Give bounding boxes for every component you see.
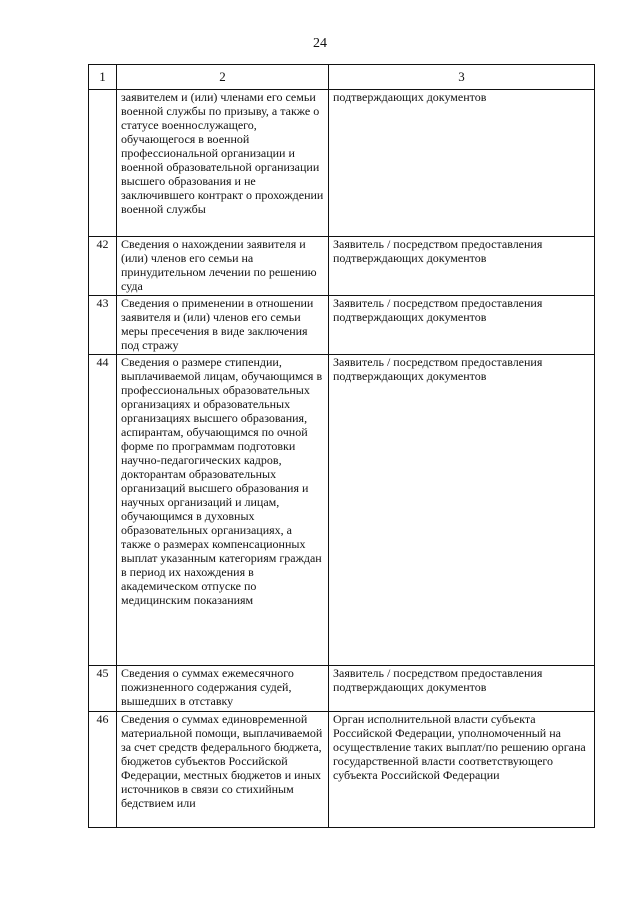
table-row: [89, 355, 595, 666]
row-description: Сведения о размере стипендии, выплачиваемой лицам, обучающимся в профессиональных образовательных организациях и образовательных организациях высшего образования, аспирантам, обучающимся по очной форме по программам подготовки научно-педагогических кадров, докторантам образовательных организаций высшего образования и научных организаций и лицам, обучающимся в духовных образовательных организациях, а также о размерах компенсационных выплат указанным категориям граждан в период их нахождения в академическом отпуске по медицинским показаниям: [117, 355, 329, 666]
row-number: 46: [89, 712, 117, 828]
table-row: [89, 237, 595, 296]
header-col-2: 2: [117, 65, 329, 90]
row-description: заявителем и (или) членами его семьи военной службы по призыву, а также о статусе военнослужащего, обучающегося в военной профессиональной организации и военной образовательной организации высшего образования и не заключившего контракт о прохождении военной службы: [117, 90, 329, 237]
row-source: Заявитель / посредством предоставления подтверждающих документов: [329, 666, 595, 712]
table-row: [89, 666, 595, 712]
row-description: Сведения о суммах единовременной материальной помощи, выплачиваемой за счет средств федерального бюджета, бюджетов субъектов Российской Федерации, местных бюджетов и иных источников в связи со стихийным бедствием или: [117, 712, 329, 828]
row-number: 44: [89, 355, 117, 666]
row-description: Сведения о суммах ежемесячного пожизненного содержания судей, вышедших в отставку: [117, 666, 329, 712]
header-col-1: 1: [89, 65, 117, 90]
table-header-row: [89, 65, 595, 90]
row-source: подтверждающих документов: [329, 90, 595, 237]
page-number: 24: [313, 36, 327, 51]
row-description: Сведения о применении в отношении заявителя и (или) членов его семьи меры пресечения в виде заключения под стражу: [117, 296, 329, 355]
row-number: [89, 90, 117, 237]
row-source: Орган исполнительной власти субъекта Российской Федерации, уполномоченный на осуществление таких выплат/по решению органа государственной власти соответствующего субъекта Российской Федерации: [329, 712, 595, 828]
row-description: Сведения о нахождении заявителя и (или) членов его семьи на принудительном лечении по решению суда: [117, 237, 329, 296]
row-number: 43: [89, 296, 117, 355]
table-row: [89, 712, 595, 828]
row-source: Заявитель / посредством предоставления подтверждающих документов: [329, 237, 595, 296]
table-row: [89, 90, 595, 237]
row-source: Заявитель / посредством предоставления подтверждающих документов: [329, 355, 595, 666]
row-source: Заявитель / посредством предоставления подтверждающих документов: [329, 296, 595, 355]
table-row: [89, 296, 595, 355]
document-table: [88, 64, 595, 828]
header-col-3: 3: [329, 65, 595, 90]
row-number: 42: [89, 237, 117, 296]
row-number: 45: [89, 666, 117, 712]
